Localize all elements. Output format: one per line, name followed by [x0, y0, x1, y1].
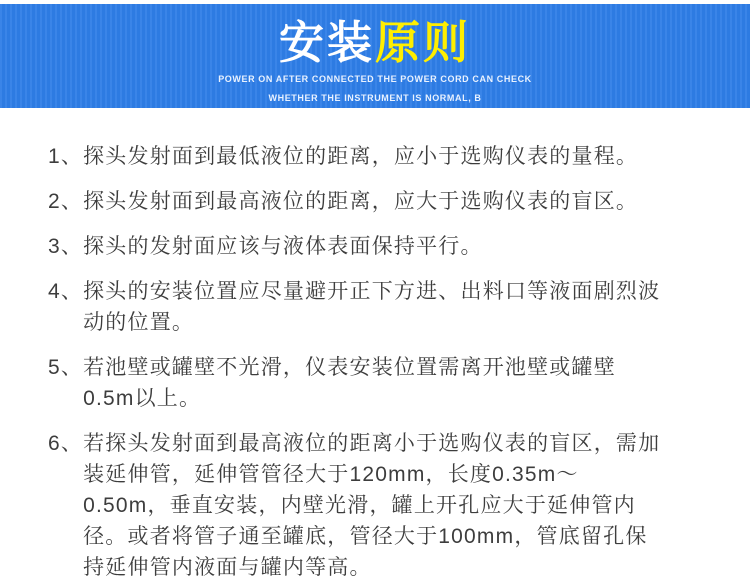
product-info-page: [0, 4, 750, 582]
list-item: [48, 186, 702, 217]
item-number: 6、: [48, 432, 84, 455]
page-title: [0, 4, 750, 66]
banner-subtitle-line2: WHETHER THE INSTRUMENT IS NORMAL, B: [268, 93, 482, 103]
item-text: 探头发射面到最高液位的距离，应大于选购仪表的盲区。: [83, 190, 639, 213]
list-item: [48, 141, 702, 172]
item-text: 若池壁或罐壁不光滑，仪表安装位置需离开池壁或罐壁0.5m以上。: [83, 356, 616, 410]
list-item: [48, 352, 702, 414]
item-number: 3、: [48, 235, 84, 258]
item-number: 2、: [48, 190, 84, 213]
item-number: 1、: [48, 145, 84, 168]
item-text: 探头的发射面应该与液体表面保持平行。: [83, 235, 483, 258]
page-title-yellow-part: 原则: [375, 17, 472, 68]
banner-subtitle-line1: POWER ON AFTER CONNECTED THE POWER CORD CAN CHECK: [218, 74, 532, 84]
item-number: 4、: [48, 280, 84, 303]
list-item: [48, 231, 702, 262]
principles-list: [48, 141, 702, 583]
item-number: 5、: [48, 356, 84, 379]
list-item: [48, 428, 702, 583]
list-item: [48, 276, 702, 338]
item-text: 探头的安装位置应尽量避开正下方进、出料口等液面剧烈波动的位置。: [83, 280, 661, 334]
page-title-white-part: 安装: [278, 17, 375, 68]
item-text: 若探头发射面到最高液位的距离小于选购仪表的盲区，需加装延伸管，延伸管管径大于120mm，长度0.35m～0.50m，垂直安装，内壁光滑，罐上开孔应大于延伸管内径。或者将管子通至罐底，管径大于100mm，管底留孔保持延伸管内液面与罐内等高。: [83, 432, 661, 579]
item-text: 探头发射面到最低液位的距离，应小于选购仪表的量程。: [83, 145, 639, 168]
header-banner: [0, 4, 750, 108]
